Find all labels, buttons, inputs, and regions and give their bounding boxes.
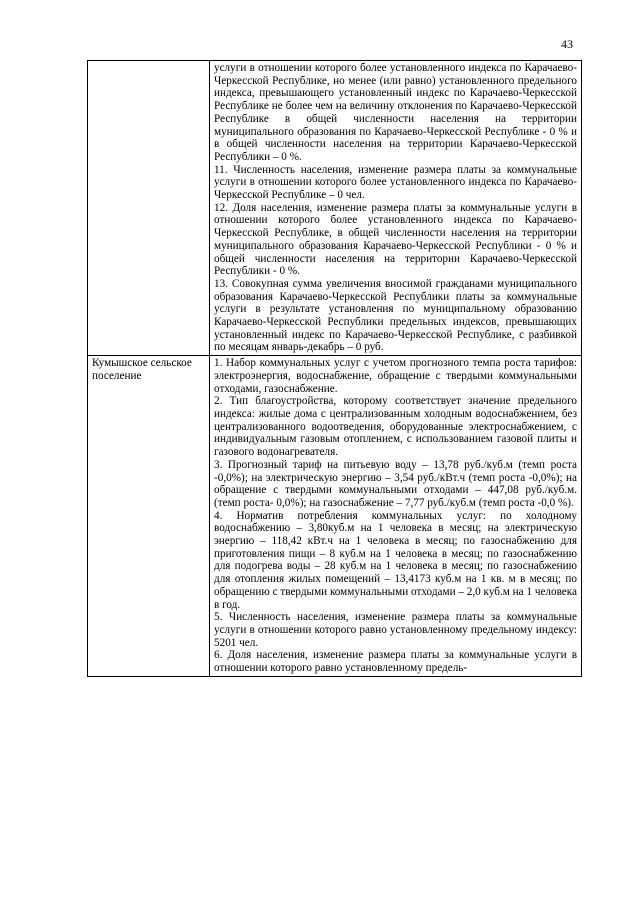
settlement-cell: Кумышское сельское поселение — [88, 356, 210, 677]
indicator-paragraph: 6. Доля населения, изменение размера платы за коммунальные услуги в отношении которого равно установленному предель- — [214, 649, 577, 675]
table-row — [88, 61, 582, 356]
indicator-paragraph: 5. Численность населения, изменение размера платы за коммунальные услуги в отношении которого равно установленному предельному индексу: 5201 чел. — [214, 611, 577, 649]
indicator-paragraph: 3. Прогнозный тариф на питьевую воду – 13,78 руб./куб.м (темп роста -0,0%); на электрическую энергию – 3,54 руб./кВт.ч (темп роста -0,0%); на обращение с твердыми коммунальными отходами – 447,08 руб./куб.м. (темп роста- 0,0%); на газоснабжение – 7,77 руб./куб.м (темп роста -0,0 %). — [214, 458, 577, 509]
indicator-paragraph: 13. Совокупная сумма увеличения вносимой гражданами муниципального образования Карачаево-Черкесской Республики платы за коммунальные услуги в результате установления по муниципальному образованию Карачаево-Черкесской Республики предельных индексов, превышающих установленный индекс по Карачаево-Черкесской Республике, с разбивкой по месяцам январь-декабрь – 0 руб. — [214, 277, 577, 354]
indicator-paragraph: 1. Набор коммунальных услуг с учетом прогнозного темпа роста тарифов: электроэнергия, водоснабжение, обращение с твердыми коммунальными отходами, газоснабжение. — [214, 357, 577, 395]
indicator-paragraph: 4. Норматив потребления коммунальных услуг: по холодному водоснабжению – 3,80куб.м на 1 человека в месяц; на электрическую энергию – 118,42 кВт.ч на 1 человека в месяц; по газоснабжению для приготовления пищи – 8 куб.м на 1 человека в месяц; по газоснабжению для подогрева воды – 28 куб.м на 1 человека в месяц; по газоснабжению для отопления жилых помещений – 13,4173 куб.м на 1 кв. м в месяц; по обращению с твердыми коммунальными отходами – 2,0 куб.м на 1 человека в год. — [214, 509, 577, 611]
settlement-table — [87, 60, 582, 677]
indicators-cell — [210, 356, 582, 677]
indicator-paragraph: 12. Доля населения, изменение размера платы за коммунальные услуги в отношении которого более установленного индекса по Карачаево-Черкесской Республике, в общей численности населения на территории муниципального образования Карачаево-Черкесской Республики - 0 % и общей численности населения на территории Карачаево-Черкесской Республики - 0 %. — [214, 201, 577, 278]
indicator-paragraph: услуги в отношении которого более установленного индекса по Карачаево-Черкесской Республике, но менее (или равно) установленного предельного индекса, превышающего установленный индекс по Карачаево-Черкесской Республике не более чем на величину отклонения по Карачаево-Черкесской Республике в общей численности населения на территории муниципального образования по Карачаево-Черкесской Республике - 0 % и в общей численности населения на территории Карачаево-Черкесской Республики – 0 %. — [214, 62, 577, 163]
page-number: 43 — [561, 37, 573, 51]
settlement-cell — [88, 61, 210, 356]
indicator-paragraph: 2. Тип благоустройства, которому соответствует значение предельного индекса: жилые дома с централизованным холодным водоснабжением, без централизованного водоотведения, оборудованные электроснабжением, с индивидуальным газовым отоплением, с использованием газовой плиты и газового водонагревателя. — [214, 395, 577, 459]
table-row — [88, 356, 582, 677]
indicators-cell — [210, 61, 582, 356]
indicator-paragraph: 11. Численность населения, изменение размера платы за коммунальные услуги в отношении которого более установленного индекса по Карачаево-Черкесской Республике – 0 чел. — [214, 163, 577, 202]
